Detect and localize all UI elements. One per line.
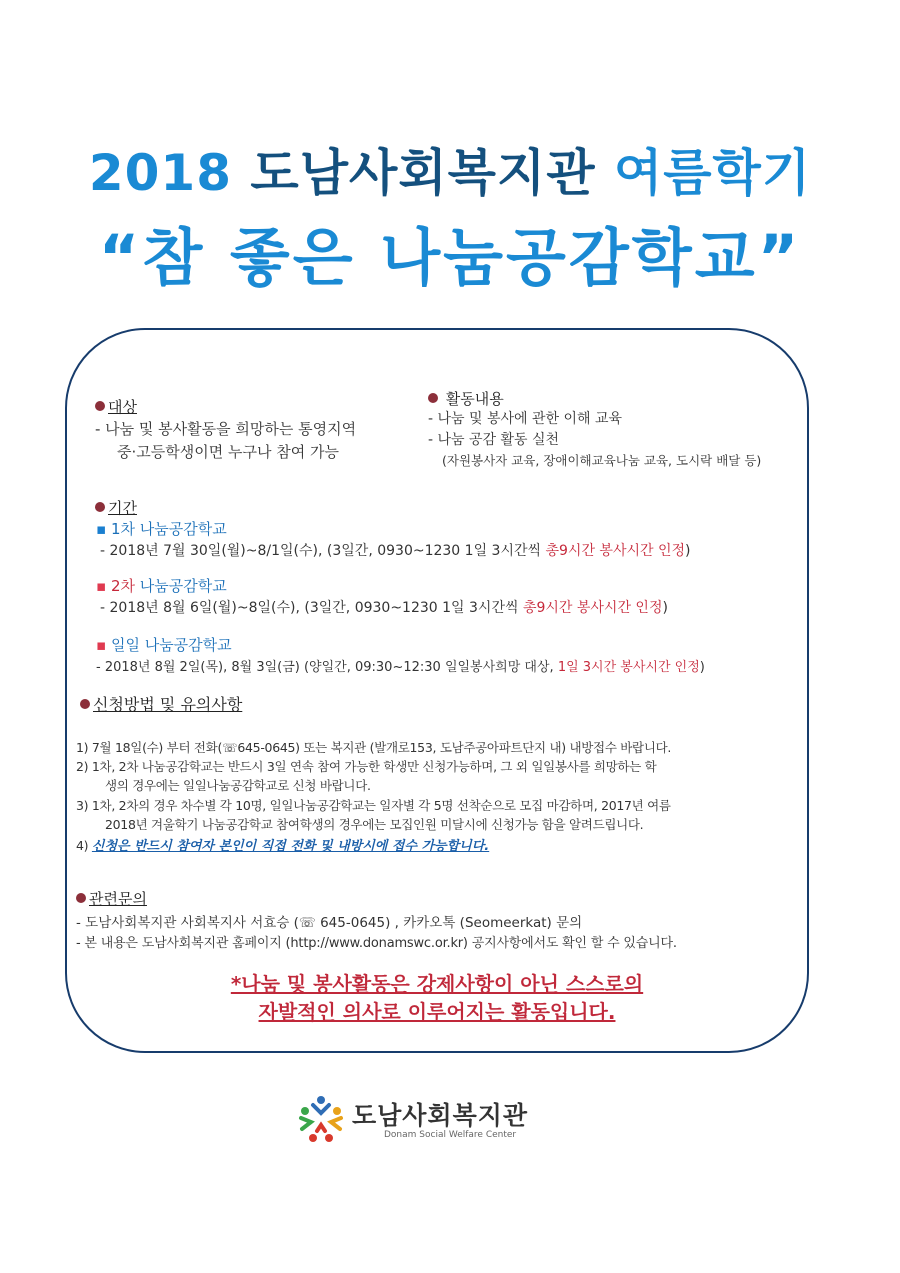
- square-bullet-icon: ▪: [96, 577, 107, 595]
- bullet-dot-icon: [95, 502, 105, 512]
- contact-line-1: - 도남사회복지관 사회복지사 서효승 (☏ 645-0645) , 카카오톡 (Seomeerkat) 문의: [76, 915, 583, 931]
- logo-name-ko: 도남사회복지관: [352, 1101, 529, 1130]
- program-title: “참 좋은 나눔공감학교”: [98, 221, 802, 294]
- square-bullet-icon: ▪: [96, 520, 107, 538]
- people-circle-logo-icon: [298, 1095, 344, 1143]
- title-year: 2018: [88, 144, 232, 202]
- apply-heading: 신청방법 및 유의사항: [80, 692, 242, 715]
- activities-line-1: - 나눔 및 봉사에 관한 이해 교육: [428, 411, 623, 427]
- activities-detail: (자원봉사자 교육, 장애이해교육나눔 교육, 도시락 배달 등): [442, 453, 762, 468]
- apply-rule-2-cont: 생의 경우에는 일일나눔공감학교로 신청 바랍니다.: [105, 778, 371, 793]
- bullet-dot-icon: [80, 699, 90, 709]
- contact-heading: 관련문의: [76, 888, 147, 909]
- square-bullet-icon: ▪: [96, 636, 107, 654]
- apply-rule-4: 4) 신청은 반드시 참여자 본인이 직접 전화 및 내방시에 접수 가능합니다.: [76, 838, 490, 854]
- session-1-title: ▪ 1차 나눔공감학교: [96, 520, 227, 538]
- session-2-desc: - 2018년 8월 6일(월)~8일(수), (3일간, 0930~1230 1일 3시간씩 총9시간 봉사시간 인정): [100, 600, 668, 616]
- bullet-dot-icon: [76, 893, 86, 903]
- activities-heading: 활동내용: [428, 388, 504, 409]
- logo-name-en: Donam Social Welfare Center: [384, 1130, 517, 1140]
- session-2-title: ▪ 2차 나눔공감학교: [96, 577, 227, 595]
- session-1-desc: - 2018년 7월 30일(월)~8/1일(수), (3일간, 0930~1230 1일 3시간씩 총9시간 봉사시간 인정): [100, 543, 691, 559]
- target-line-2: 중·고등학생이면 누구나 참여 가능: [117, 443, 339, 461]
- session-3-title: ▪ 일일 나눔공감학교: [96, 636, 232, 654]
- notice-line-2: 자발적인 의사로 이루어지는 활동입니다.: [258, 1000, 616, 1024]
- target-line-1: - 나눔 및 봉사활동을 희망하는 통영지역: [95, 420, 357, 438]
- bullet-dot-icon: [428, 393, 438, 403]
- apply-rule-3: 3) 1차, 2차의 경우 차수별 각 10명, 일일나눔공감학교는 일자별 각 5명 선착순으로 모집 마감하며, 2017년 여름: [76, 798, 671, 813]
- apply-rule-3-cont: 2018년 겨울학기 나눔공감학교 참여학생의 경우에는 모집인원 미달시에 신청가능 함을 알려드립니다.: [105, 817, 644, 832]
- apply-rule-2: 2) 1차, 2차 나눔공감학교는 반드시 3일 연속 참여 가능한 학생만 신청가능하며, 그 외 일일봉사를 희망하는 학: [76, 759, 657, 774]
- title-season: 여름학기: [613, 144, 812, 202]
- target-heading: 대상: [95, 396, 137, 417]
- session-3-desc: - 2018년 8월 2일(목), 8월 3일(금) (양일간, 09:30~12:30 일일봉사희망 대상, 1일 3시간 봉사시간 인정): [96, 660, 705, 675]
- bullet-dot-icon: [95, 401, 105, 411]
- activities-line-2: - 나눔 공감 활동 실천: [428, 432, 560, 448]
- contact-line-2: - 본 내용은 도남사회복지관 홈페이지 (http://www.donamswc.or.kr) 공지사항에서도 확인 할 수 있습니다.: [76, 936, 677, 951]
- apply-rule-1: 1) 7월 18일(수) 부터 전화(☏645-0645) 또는 복지관 (발개로153, 도남주공아파트단지 내) 내방접수 바랍니다.: [76, 740, 672, 755]
- notice-line-1: *나눔 및 봉사활동은 강제사항이 아닌 스스로의: [230, 972, 644, 996]
- page-title: [0, 140, 900, 206]
- title-org: 도남사회복지관: [250, 144, 596, 202]
- period-heading: 기간: [95, 497, 137, 518]
